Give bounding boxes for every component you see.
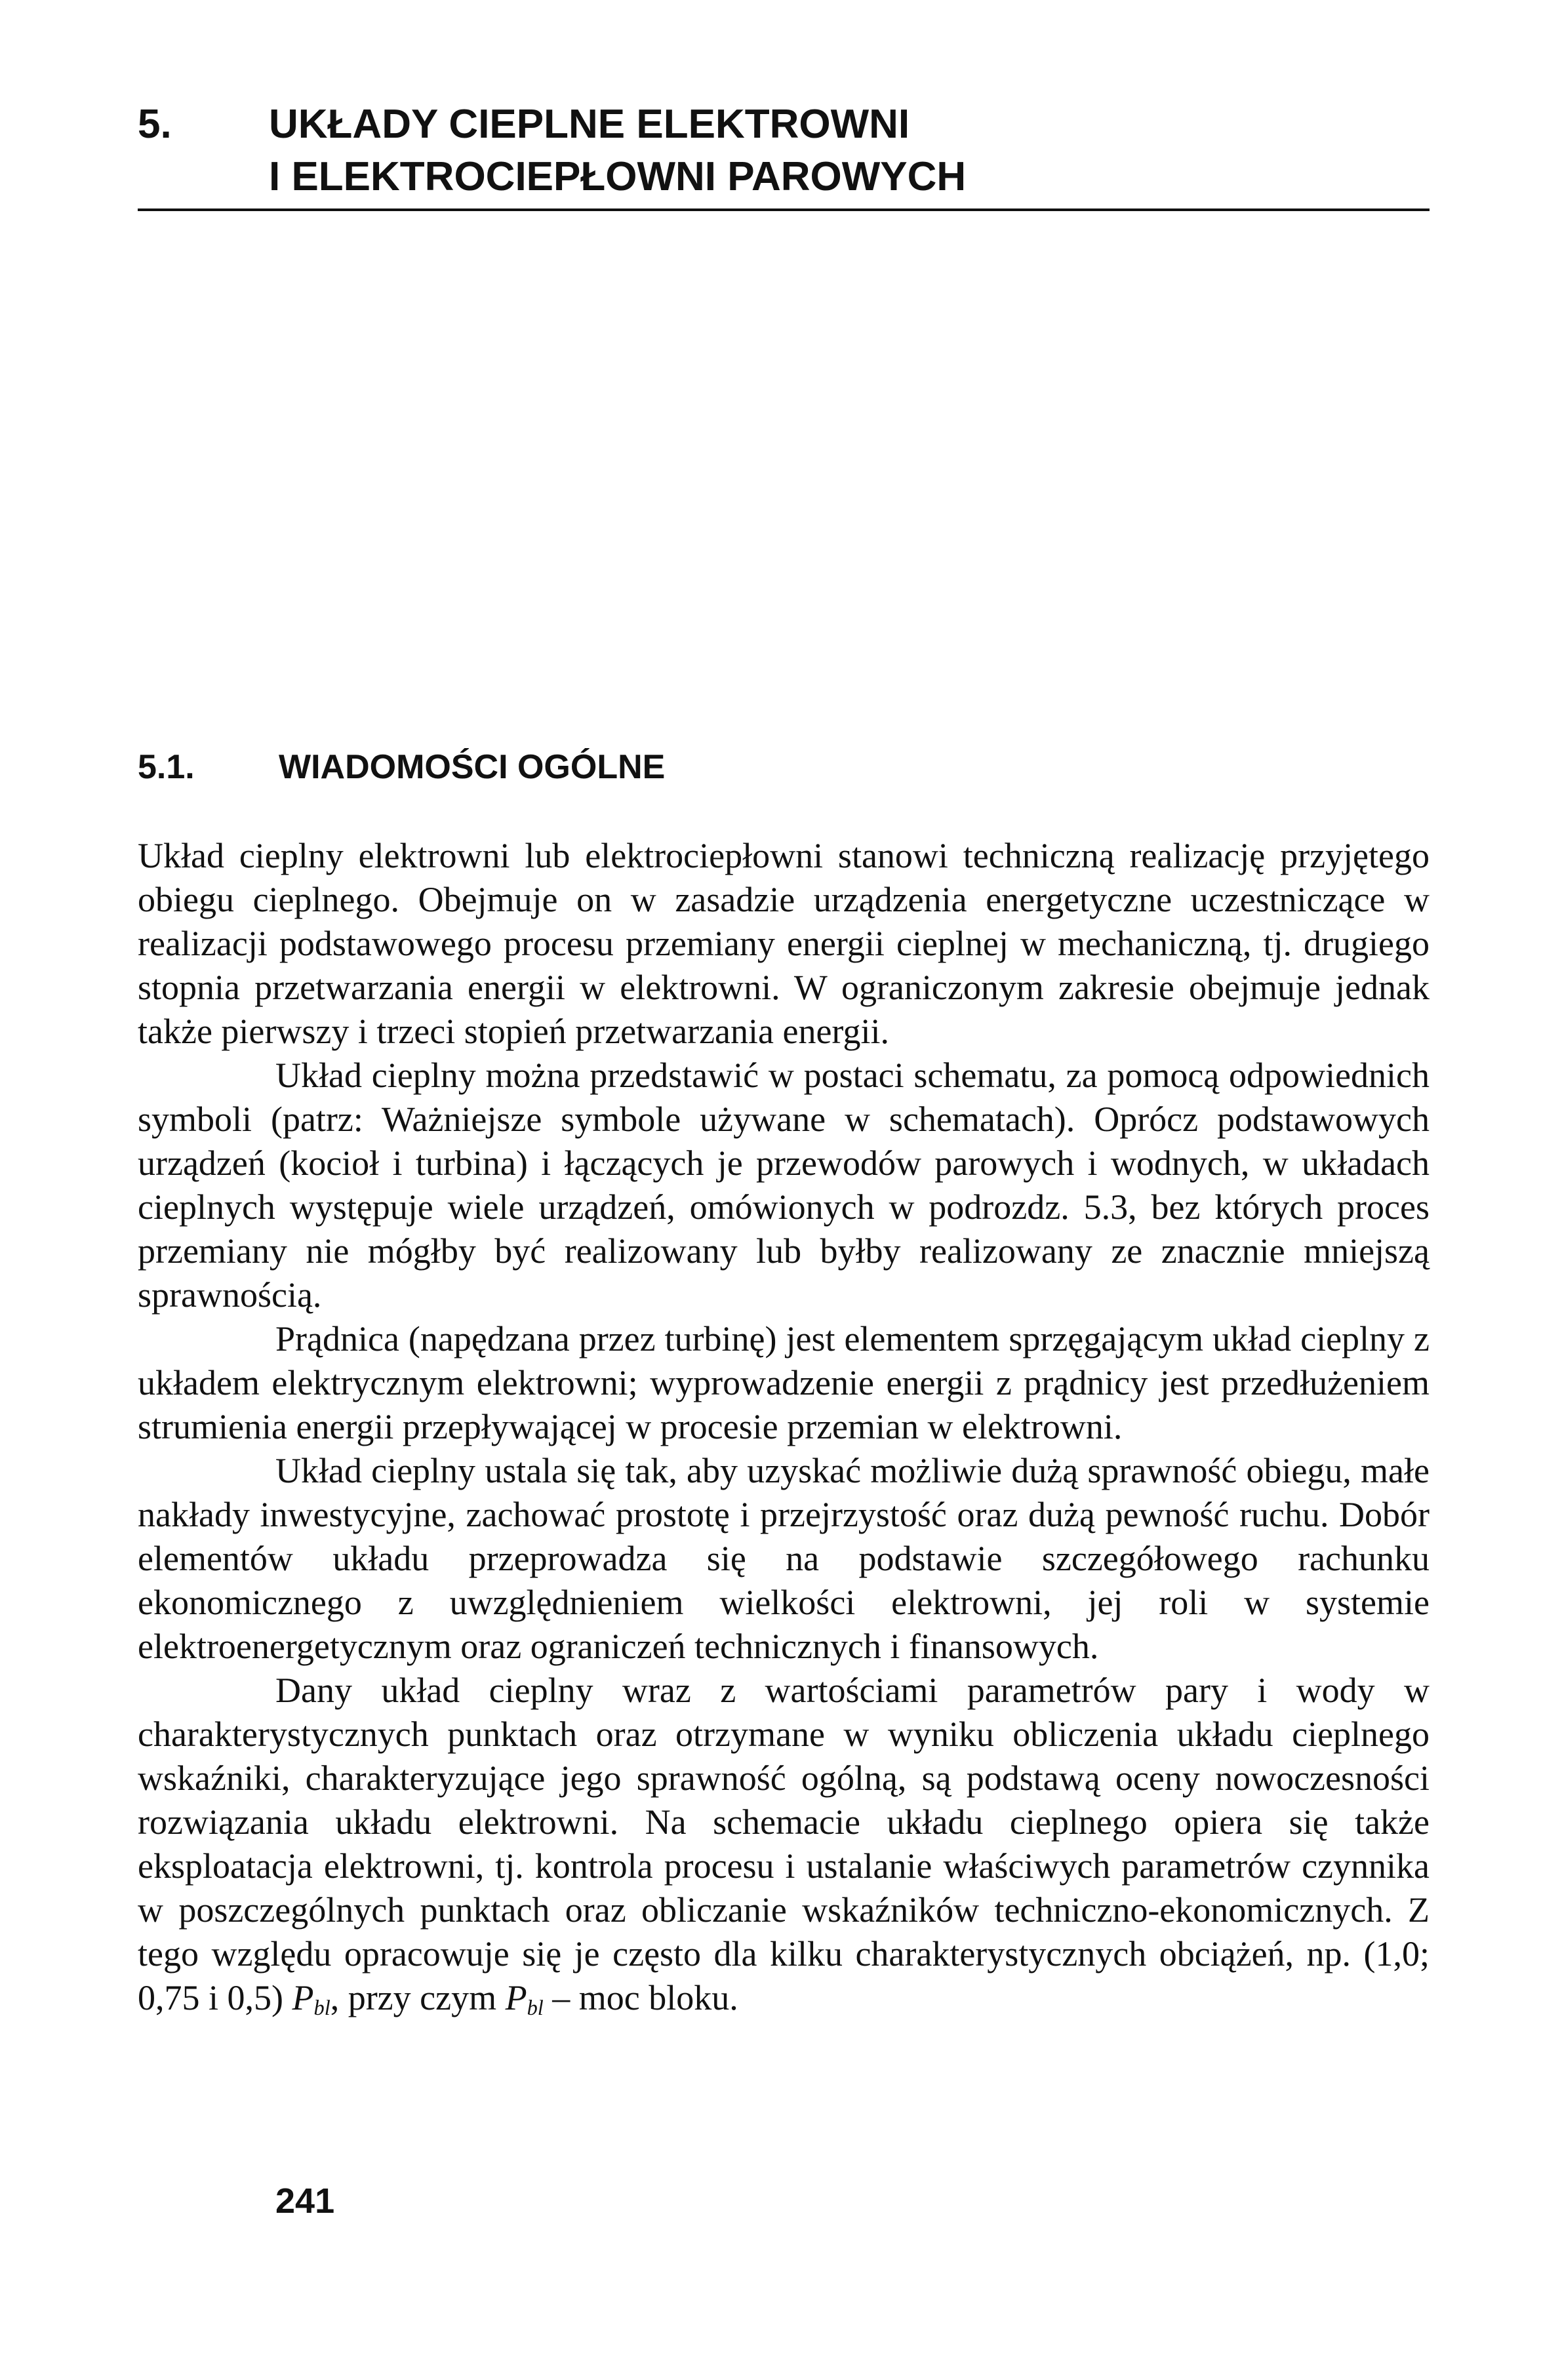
- symbol-p-subscript: bl: [313, 1996, 330, 2021]
- section-title: WIADOMOŚCI OGÓLNE: [279, 748, 666, 786]
- chapter-header: [138, 98, 1430, 203]
- symbol-p-base: P: [292, 1978, 314, 2017]
- chapter-number: 5.: [138, 102, 172, 147]
- paragraph-last: [138, 1669, 1430, 2020]
- paragraph-text-end: – moc bloku.: [543, 1978, 738, 2017]
- page-number: 241: [275, 2181, 335, 2221]
- chapter-title-line-1: [138, 98, 1430, 151]
- paragraph-text-start: Dany układ cieplny wraz z wartościami parametrów pary i wody w charakterystycznych punktach oraz otrzymane w wyniku obliczenia układu cieplnego wskaźniki, charakteryzujące jego sprawność ogólną, są podstawą oceny nowoczesności rozwiązania układu elektrowni. Na schemacie układu cieplnego opiera się także eksploatacja elektrowni, tj. kontrola procesu i ustalanie właściwych parametrów czynnika w poszczególnych punktach oraz obliczanie wskaźników techniczno-ekonomicznych. Z tego względu opracowuje się je często dla kilku charakterystycznych obciążeń, np. (1,0; 0,75 i 0,5): [138, 1671, 1430, 2017]
- symbol-p-base: P: [505, 1978, 527, 2017]
- chapter-divider: [138, 208, 1430, 211]
- symbol-p-subscript: bl: [527, 1996, 544, 2021]
- paragraph: Prądnica (napędzana przez turbinę) jest elementem sprzęgającym układ cieplny z układem elektrycznym elektrowni; wyprowadzenie energii z prądnicy jest przedłużeniem strumienia energii przepływającej w procesie przemian w elektrowni.: [138, 1319, 1430, 1446]
- chapter-title: UKŁADY CIEPLNE ELEKTROWNI: [269, 102, 910, 147]
- body-text: [138, 834, 1430, 2020]
- chapter-number-spacer: [138, 151, 269, 203]
- section-heading: [138, 744, 665, 790]
- symbol-p: [505, 1978, 544, 2021]
- section-number: 5.1.: [138, 748, 195, 786]
- symbol-p: [292, 1978, 330, 2021]
- paragraph-text-middle: , przy czym: [330, 1978, 506, 2017]
- paragraph: Układ cieplny można przedstawić w postaci schematu, za pomocą odpowiednich symboli (patrz: Ważniejsze symbole używane w schematach). Oprócz podstawowych urządzeń (kocioł i turbina) i łączących je przewodów parowych i wodnych, w układach cieplnych występuje wiele urządzeń, omówionych w podrozdz. 5.3, bez których proces przemiany nie mógłby być realizowany lub byłby realizowany ze znacznie mniejszą sprawnością.: [138, 1056, 1430, 1315]
- chapter-subtitle: I ELEKTROCIEPŁOWNI PAROWYCH: [269, 154, 967, 199]
- chapter-title-line-2: [138, 151, 1430, 203]
- paragraph: Układ cieplny elektrowni lub elektrociepłowni stanowi techniczną realizację przyjętego obiegu cieplnego. Obejmuje on w zasadzie urządzenia energetyczne uczestniczące w realizacji podstawowego procesu przemiany energii cieplnej w mechaniczną, tj. drugiego stopnia przetwarzania energii w elektrowni. W ograniczonym zakresie obejmuje jednak także pierwszy i trzeci stopień przetwarzania energii.: [138, 836, 1430, 1051]
- paragraph: Układ cieplny ustala się tak, aby uzyskać możliwie dużą sprawność obiegu, małe nakłady inwestycyjne, zachować prostotę i przejrzystość oraz dużą pewność ruchu. Dobór elementów układu przeprowadza się na podstawie szczegółowego rachunku ekonomicznego z uwzględnieniem wielkości elektrowni, jej roli w systemie elektroenergetycznym oraz ograniczeń technicznych i finansowych.: [138, 1451, 1430, 1666]
